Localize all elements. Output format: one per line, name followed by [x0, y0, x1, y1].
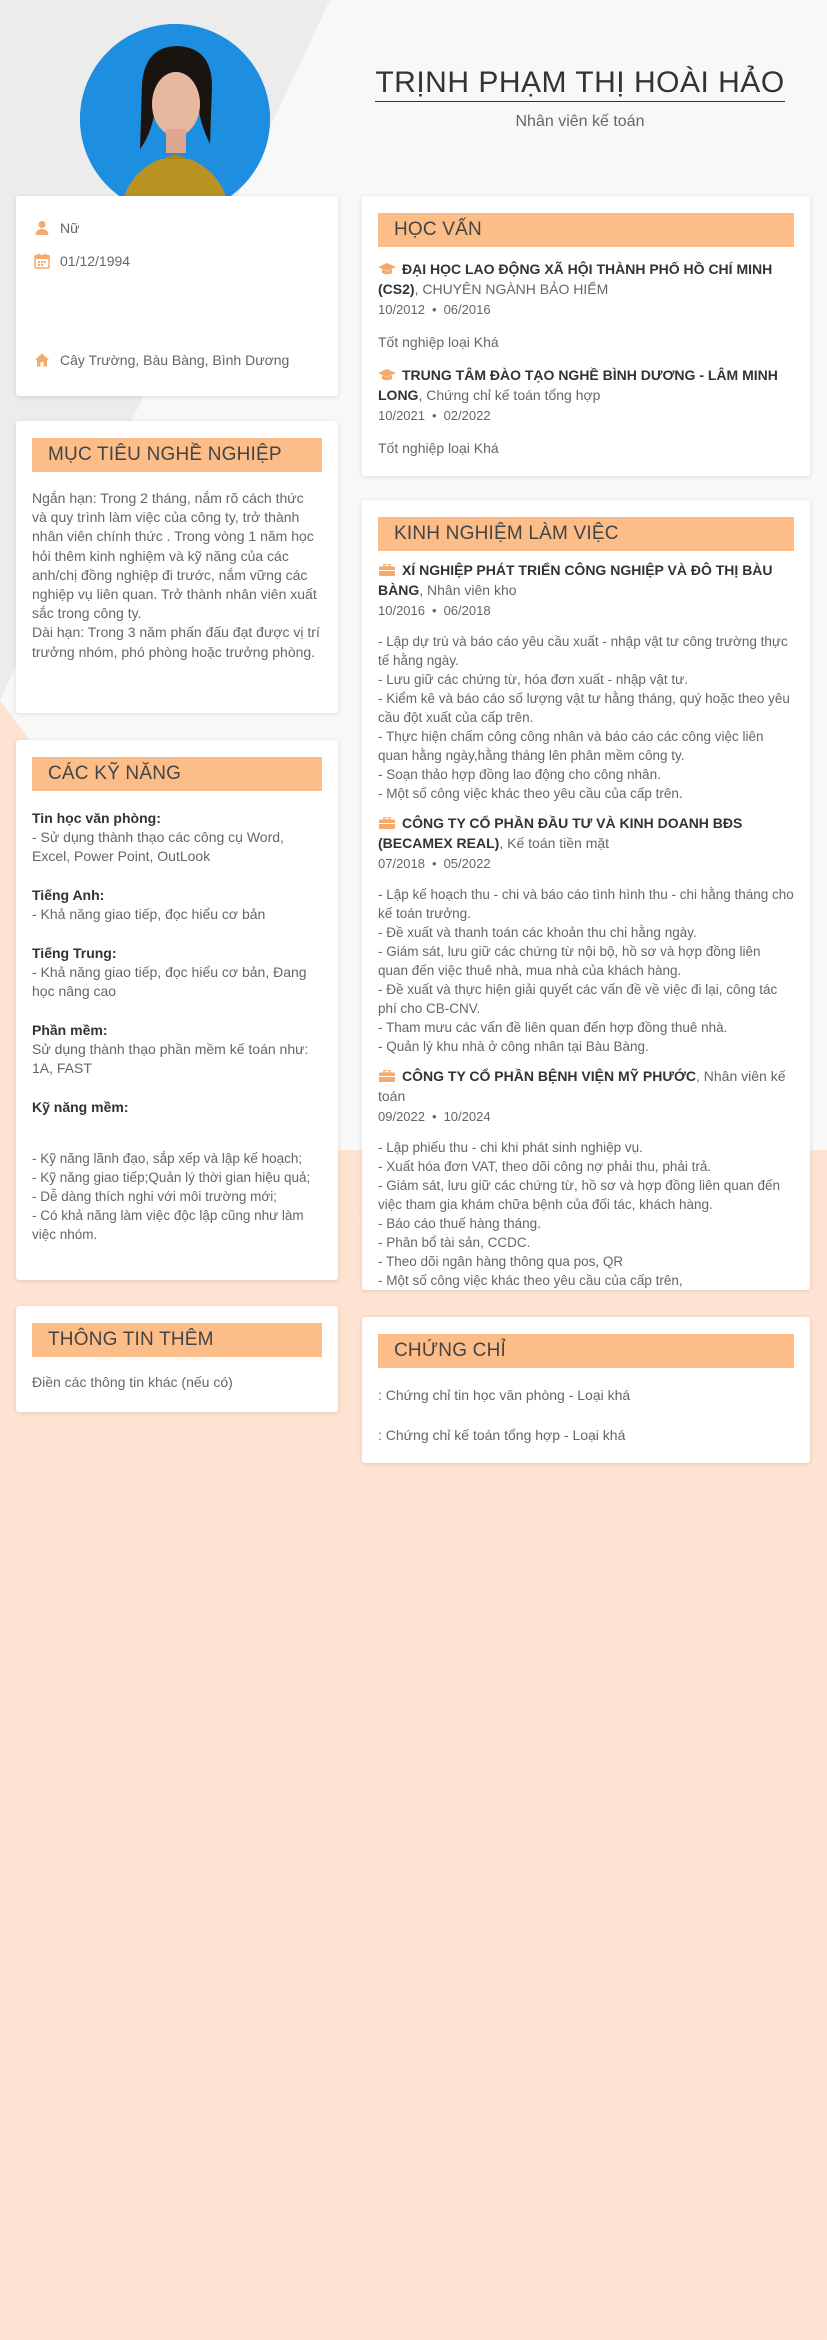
experience-title: CÔNG TY CỔ PHẦN ĐẦU TƯ VÀ KINH DOANH BĐS (BECAMEX REAL), Kế toán tiền mặt: [378, 815, 743, 851]
experience-dates: 07/2018 • 05/2022: [378, 856, 491, 871]
skill-title: Phần mềm:: [32, 1022, 108, 1038]
personal-info-card: [16, 196, 338, 396]
certificate-item: : Chứng chỉ kế toán tổng hợp - Loại khá: [378, 1427, 626, 1443]
extra-info-card: [16, 1306, 338, 1412]
extra-text: Điền các thông tin khác (nếu có): [32, 1374, 233, 1390]
education-dates: 10/2012 • 06/2016: [378, 302, 491, 317]
experience-desc: - Lập phiếu thu - chi khi phát sinh nghiệp vụ. - Xuất hóa đơn VAT, theo dõi công nợ phải thu, phải trả. - Giám sát, lưu giữ các chứng từ, hồ sơ và hợp đồng liên quan đến việc tham gia khám chữa bệnh của đối tác, khách hàng. - Báo cáo thuế hàng tháng. - Phân bổ tài sản, CCDC. - Theo dõi ngân hàng thông qua pos, QR - Một số công việc khác theo yêu cầu của cấp trên,: [378, 1140, 781, 1288]
education-result: Tốt nghiệp loại Khá: [378, 334, 499, 350]
skill-desc: - Khả năng giao tiếp, đọc hiểu cơ bản, Đang học nâng cao: [32, 964, 307, 999]
objective-text: Ngắn hạn: Trong 2 tháng, nắm rõ cách thức và quy trình làm việc của công ty, trở thành nhân viên chính thức . Trong vòng 1 năm học hỏi thêm kinh nghiệm và kỹ năng của các anh/chị đồng nghiệp đi trước, nắm vững các nghiệp vụ liên quan. Trở thành nhân viên xuất sắc trong công ty.: [32, 490, 317, 622]
education-item: [378, 259, 794, 353]
dob-text: 01/12/1994: [60, 253, 131, 269]
address-text: Cây Trường, Bàu Bàng, Bình Dương: [60, 352, 290, 368]
skill-title: Kỹ năng mềm:: [32, 1099, 129, 1115]
experience-dates: 10/2016 • 06/2018: [378, 603, 491, 618]
gender-text: Nữ: [60, 220, 80, 236]
extra-heading: THÔNG TIN THÊM: [32, 1323, 322, 1357]
briefcase-icon: [378, 1070, 396, 1082]
graduation-cap-icon: [378, 369, 396, 381]
skill-item-english: [32, 887, 322, 924]
skill-title: Tiếng Trung:: [32, 945, 117, 961]
education-card: [362, 196, 810, 476]
education-title: ĐẠI HỌC LAO ĐỘNG XÃ HỘI THÀNH PHỐ HỒ CHÍ MINH (CS2), CHUYÊN NGÀNH BẢO HIỂM: [378, 261, 773, 297]
skill-item-software: [32, 1022, 322, 1078]
experience-item: [378, 813, 794, 1056]
briefcase-icon: [378, 564, 396, 576]
objective-heading: MỤC TIÊU NGHỀ NGHIỆP: [32, 438, 322, 472]
experience-title: XÍ NGHIỆP PHÁT TRIỂN CÔNG NGHIỆP VÀ ĐÔ THỊ BÀU BÀNG, Nhân viên kho: [378, 562, 773, 598]
skill-desc: Sử dụng thành thạo phần mềm kế toán như: 1A, FAST: [32, 1041, 309, 1076]
skill-item-chinese: [32, 945, 322, 1001]
skill-item-soft: [32, 1099, 322, 1244]
candidate-title: Nhân viên kế toán: [515, 113, 645, 130]
experience-desc: - Lập dự trù và báo cáo yêu cầu xuất - nhập vật tư công trường thực tế hằng ngày. - Lưu giữ các chứng từ, hóa đơn xuất - nhập vật tư. - Kiểm kê và báo cáo số lượng vật tư hằng tháng, quý hoặc theo yêu cầu đột xuất của cấp trên. - Thực hiện chấm công công nhân và báo cáo các công việc liên quan hằng ngày,hằng tháng lên phân mềm công ty. - Soạn thảo hợp đồng lao động cho công nhân. - Một số công việc khác theo yêu cầu của cấp trên.: [378, 634, 790, 801]
skill-title: Tiếng Anh:: [32, 887, 105, 903]
skill-desc: - Sử dụng thành thạo các công cụ Word, Excel, Power Point, OutLook: [32, 829, 284, 864]
address-row: [34, 352, 289, 368]
experience-dates: 09/2022 • 10/2024: [378, 1109, 491, 1124]
calendar-icon: [34, 253, 50, 269]
skill-item-office: [32, 810, 322, 866]
education-title: TRUNG TÂM ĐÀO TẠO NGHỀ BÌNH DƯƠNG - LÂM MINH LONG, Chứng chỉ kế toán tổng hợp: [378, 367, 778, 403]
gender-row: [34, 220, 79, 236]
skill-desc: - Khả năng giao tiếp, đọc hiểu cơ bản: [32, 906, 266, 922]
certificates-card: [362, 1317, 810, 1463]
education-dates: 10/2021 • 02/2022: [378, 408, 491, 423]
briefcase-icon: [378, 817, 396, 829]
education-heading: HỌC VẤN: [378, 213, 794, 247]
experience-heading: KINH NGHIỆM LÀM VIỆC: [378, 517, 794, 551]
skills-heading: CÁC KỸ NĂNG: [32, 757, 322, 791]
experience-desc: - Lập kế hoạch thu - chi và báo cáo tình hình thu - chi hằng tháng cho kế toán trưởng. - Đề xuất và thanh toán các khoản thu chi hằng ngày. - Giám sát, lưu giữ các chứng từ nội bộ, hồ sơ và hợp đồng liên quan đến việc thuê nhà, mua nhà của khách hàng. - Đề xuất và thực hiện giải quyết các vấn đề về việc đi lại, công tác phí cho CB-CNV. - Tham mưu các vấn đề liên quan đến hợp đồng thuê nhà. - Quản lý khu nhà ở công nhân tại Bàu Bàng.: [378, 887, 794, 1054]
home-icon: [34, 352, 50, 368]
experience-title: CÔNG TY CỔ PHẦN BỆNH VIỆN MỸ PHƯỚC, Nhân viên kế toán: [378, 1068, 786, 1104]
skill-title: Tin học văn phòng:: [32, 810, 161, 826]
skill-desc: - Kỹ năng lãnh đạo, sắp xếp và lập kế hoạch; - Kỹ năng giao tiếp;Quản lý thời gian hiệu quả; - Dễ dàng thích nghi với môi trường mới; - Có khả năng làm việc độc lập cũng như làm việc nhóm.: [32, 1151, 311, 1242]
objective-text-long-term: Dài hạn: Trong 3 năm phấn đấu đạt được vị trí trưởng nhóm, phó phòng hoặc trưởng phòng.: [32, 624, 320, 660]
avatar: [80, 24, 270, 214]
experience-item: [378, 1066, 794, 1290]
user-icon: [34, 220, 50, 236]
certificate-item: : Chứng chỉ tin học văn phòng - Loại khá: [378, 1387, 631, 1403]
graduation-cap-icon: [378, 263, 396, 275]
experience-card: [362, 500, 810, 1290]
skills-card: [16, 740, 338, 1280]
certificates-heading: CHỨNG CHỈ: [378, 1334, 794, 1368]
education-result: Tốt nghiệp loại Khá: [378, 440, 499, 456]
education-item: [378, 365, 794, 459]
dob-row: [34, 253, 130, 269]
objective-card: [16, 421, 338, 713]
experience-item: [378, 560, 794, 803]
candidate-name: TRỊNH PHẠM THỊ HOÀI HẢO: [360, 66, 800, 100]
